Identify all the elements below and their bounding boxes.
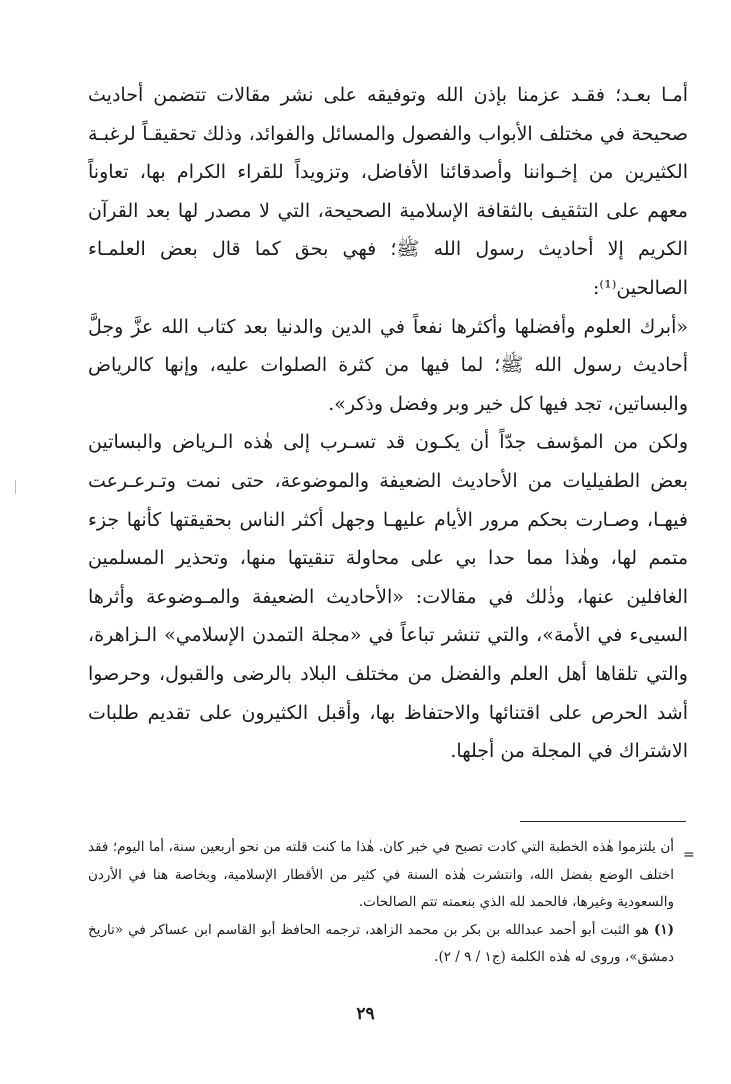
- margin-scan-mark: [15, 480, 16, 494]
- quoted-saying-paragraph: «أبرك العلوم وأفضلها وأكثرها نفعاً في الدين والدنيا بعد كتاب الله عزَّ وجلَّ أحاديث رسول الله ﷺ؛ لما فيها من كثرة الصلوات عليه، وإنها كالرياض والبساتين، تجد فيها كل خير وبر وفضل وذكر».: [88, 315, 688, 415]
- footnote-separator: [520, 821, 686, 822]
- footnote-1-text: هو الثبت أبو أحمد عبدالله بن بكر بن محمد الزاهد، ترجمه الحافظ أبو القاسم ابن عساكر في «تاريخ دمشق»، وروى له هٰذه الكلمة (ج١ / ٩ / ٢).: [88, 921, 674, 965]
- footnotes-block: [88, 834, 674, 972]
- footnote-continuation: أن يلتزموا هٰذه الخطبة التي كادت تصبح في خبر كان. هٰذا ما كنت قلته من نحو أربعين سنة، أما اليوم؛ فقد اختلف الوضع بفضل الله، وانتشرت هٰذه السنة في كثير من الأقطار الإسلامية، وبخاصة هنا في الأردن والسعودية وغيرها، فالحمد لله الذي بنعمته تتم الصالحات.: [88, 839, 674, 910]
- main-text-block: [88, 76, 688, 771]
- weak-hadith-paragraph: ولكن من المؤسف جدّاً أن يكـون قد تسـرب إلى هٰذه الـرياض والبساتين بعض الطفيليات من الأحاديث الضعيفة والموضوعة، حتى نمت وتـرعـرعت فيهـا، وصـارت بحكم مرور الأيام عليهـا وجهل أكثر الناس بحقيقتها كأنها جزء متمم لها، وهٰذا مما حدا بي على محاولة تنقيتها منها، وتحذير المسلمين الغافلين عنها، وذٰلك في مقالات: «الأحاديث الضعيفة والمـوضوعة وأثرها السيىء في الأمة»، والتي تنشر تباعاً في «مجلة التمدن الإسلامي» الـزاهرة، والتي تلقاها أهل العلم والفضل من مختلف البلاد بالرضى والقبول، وحرصوا أشد الحرص على اقتنائها والاحتفاظ بها، وأقبل الكثيرون على تقديم طلبات الاشتراك في المجلة من أجلها.: [88, 431, 688, 763]
- footnote-continuation-marker: =: [683, 847, 695, 863]
- footnote-number: (١): [653, 921, 674, 938]
- page-number: ٢٩: [356, 1004, 375, 1024]
- intro-paragraph: أمـا بعـد؛ فقـد عزمنا بإذن الله وتوفيقه على نشر مقالات تتضمن أحاديث صحيحة في مختلف الأبواب والفصول والمسائل والفوائد، وذلك تحقيقـاً لرغبـة الكثيرين من إخـواننا وأصدقائنا الأفاضل، وتزويداً للقراء الكرام بها، تعاوناً معهم على التثقيف بالثقافة الإسلامية الصحيحة، التي لا مصدر لها بعد القرآن الكريم إلا أحاديث رسول الله ﷺ؛ فهي بحق كما قال بعض العلمـاء الصالحين⁽¹⁾:: [88, 84, 688, 299]
- footnote-1: [88, 917, 674, 972]
